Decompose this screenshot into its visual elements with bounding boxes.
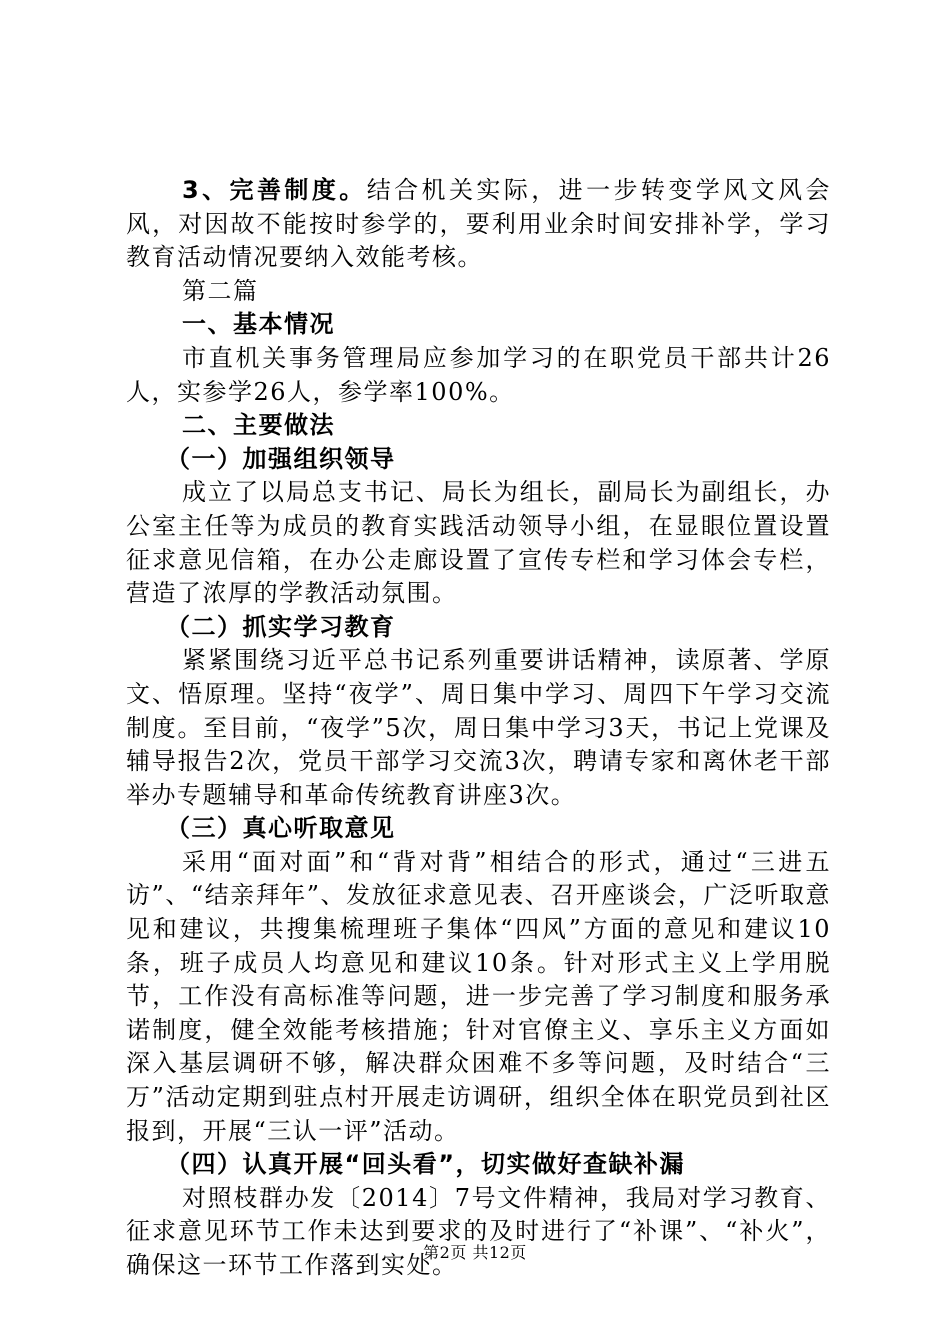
method-3-body: 采用“面对面”和“背对背”相结合的形式，通过“三进五访”、“结亲拜年”、发放征求意见表、召开座谈会，广泛听取意见和建议，共搜集梳理班子集体“四风”方面的意见和建议10条，班子成员人均意见和建议10条。针对形式主义上学用脱节，工作没有高标准等问题，进一步完善了学习制度和服务承诺制度，健全效能考核措施；针对官僚主义、享乐主义方面如深入基层调研不够，解决群众困难不多等问题，及时结合“三万”活动定期到驻点村开展走访调研，组织全体在职党员到社区报到，开展“三认一评”活动。 xyxy=(126,847,831,1145)
basic-body: 市直机关事务管理局应参加学习的在职党员干部共计26人，实参学26人，参学率100%。 xyxy=(126,343,831,406)
part-title: 第二篇 xyxy=(182,276,259,305)
method-2-heading: （二）抓实学习教育 xyxy=(166,612,396,641)
page-footer: 第2页 共12页 xyxy=(423,1243,527,1262)
section-3-body: 结合机关实际，进一步转变学风文风会风，对因故不能按时参学的，要利用业余时间安排补学，学习教育活动情况要纳入效能考核。 xyxy=(126,176,832,272)
method-2-body: 紧紧围绕习近平总书记系列重要讲话精神，读原著、学原文、悟原理。坚持“夜学”、周日集中学习、周四下午学习交流制度。至目前，“夜学”5次，周日集中学习3天，书记上党课及辅导报告2次，党员干部学习交流3次，聘请专家和离休老干部举办专题辅导和革命传统教育讲座3次。 xyxy=(126,646,831,809)
method-4-heading: （四）认真开展“回头看”，切实做好查缺补漏 xyxy=(166,1150,686,1179)
document-body xyxy=(126,174,831,1283)
method-1-body: 成立了以局总支书记、局长为组长，副局长为副组长，办公室主任等为成员的教育实践活动领导小组，在显眼位置设置征求意见信箱，在办公走廊设置了宣传专栏和学习体会专栏，营造了浓厚的学教活动氛围。 xyxy=(126,478,831,608)
basic-heading: 一、基本情况 xyxy=(182,310,335,339)
methods-heading: 二、主要做法 xyxy=(182,411,335,440)
method-1-heading: （一）加强组织领导 xyxy=(166,444,396,473)
method-4-body: 对照枝群办发〔2014〕7号文件精神，我局对学习教育、征求意见环节工作未达到要求的及时进行了“补课”、“补火”，确保这一环节工作落到实处。 xyxy=(126,1183,831,1279)
section-3-paragraph xyxy=(126,174,831,275)
section-3-heading: 3、完善制度。 xyxy=(182,176,367,204)
method-3-heading: （三）真心听取意见 xyxy=(166,814,396,843)
